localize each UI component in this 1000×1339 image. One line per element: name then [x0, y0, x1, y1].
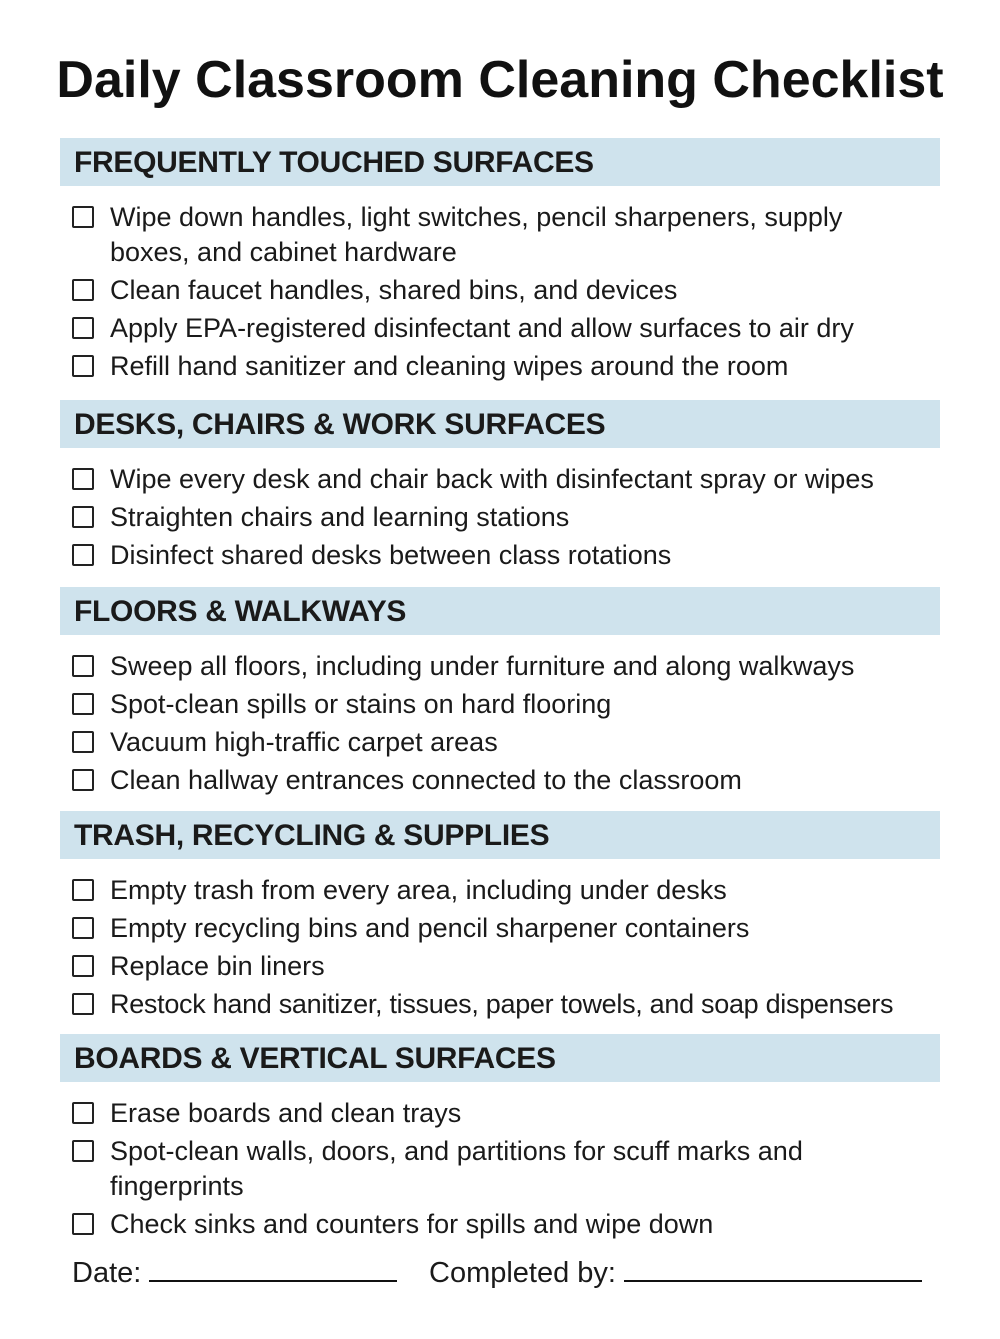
checkbox[interactable]: [72, 879, 94, 901]
checklist-item-text: Clean hallway entrances connected to the classroom: [110, 765, 742, 795]
checklist-item: [60, 987, 940, 1022]
checklist-item-text: Straighten chairs and learning stations: [110, 502, 570, 532]
checklist-items: [60, 649, 940, 798]
checklist-item: [60, 200, 900, 270]
section-heading: BOARDS & VERTICAL SURFACES: [60, 1034, 940, 1082]
checklist-item-text: Vacuum high-traffic carpet areas: [110, 727, 498, 757]
checklist-item: [60, 349, 940, 384]
checklist-item: [60, 462, 940, 497]
completed-by-input-line[interactable]: [624, 1252, 922, 1282]
section-trash-recycling-supplies: [60, 811, 940, 1025]
date-input-line[interactable]: [149, 1252, 397, 1282]
checklist-item-text: Wipe down handles, light switches, pencil sharpeners, supply boxes, and cabinet hardware: [110, 202, 843, 267]
checklist-item: [60, 911, 940, 946]
checkbox[interactable]: [72, 355, 94, 377]
section-boards-vertical-surfaces: [60, 1034, 940, 1245]
checklist-item-text: Wipe every desk and chair back with disinfectant spray or wipes: [110, 464, 874, 494]
checklist-item: [60, 649, 940, 684]
section-heading: FLOORS & WALKWAYS: [60, 587, 940, 635]
checkbox[interactable]: [72, 468, 94, 490]
section-heading: FREQUENTLY TOUCHED SURFACES: [60, 138, 940, 186]
checkbox[interactable]: [72, 1140, 94, 1162]
checkbox[interactable]: [72, 731, 94, 753]
checklist-item-text: Spot-clean spills or stains on hard flooring: [110, 689, 612, 719]
checkbox[interactable]: [72, 693, 94, 715]
checklist-item-text: Spot-clean walls, doors, and partitions for scuff marks and fingerprints: [110, 1136, 803, 1201]
section-floors-walkways: [60, 587, 940, 801]
checklist-item: [60, 763, 940, 798]
checkbox[interactable]: [72, 993, 94, 1015]
checklist-item-text: Disinfect shared desks between class rotations: [110, 540, 672, 570]
checklist-item: [60, 1207, 940, 1242]
checkbox[interactable]: [72, 1102, 94, 1124]
checkbox[interactable]: [72, 317, 94, 339]
checkbox[interactable]: [72, 506, 94, 528]
checkbox[interactable]: [72, 955, 94, 977]
checklist-items: [60, 1096, 940, 1242]
checklist-items: [60, 462, 940, 573]
checkbox[interactable]: [72, 544, 94, 566]
checklist-items: [60, 200, 940, 384]
checklist-item-text: Sweep all floors, including under furniture and along walkways: [110, 651, 855, 681]
checklist-item: [60, 687, 940, 722]
checklist-item: [60, 273, 940, 308]
completed-by-label: Completed by:: [429, 1257, 616, 1289]
checklist-item-text: Empty recycling bins and pencil sharpener containers: [110, 913, 750, 943]
checklist-item: [60, 725, 940, 760]
checklist-item: [60, 873, 940, 908]
checklist-item-text: Erase boards and clean trays: [110, 1098, 462, 1128]
checkbox[interactable]: [72, 279, 94, 301]
checkbox[interactable]: [72, 1213, 94, 1235]
checkbox[interactable]: [72, 769, 94, 791]
checklist-item: [60, 1096, 940, 1131]
checklist-item-text: Replace bin liners: [110, 951, 325, 981]
checklist-item-text: Apply EPA-registered disinfectant and allow surfaces to air dry: [110, 313, 854, 343]
checklist-item: [60, 538, 940, 573]
section-frequently-touched-surfaces: [60, 138, 940, 387]
checklist-item-text: Empty trash from every area, including under desks: [110, 875, 727, 905]
checkbox[interactable]: [72, 655, 94, 677]
checklist-item: [60, 311, 940, 346]
section-heading: DESKS, CHAIRS & WORK SURFACES: [60, 400, 940, 448]
checklist-item: [60, 949, 940, 984]
section-heading: TRASH, RECYCLING & SUPPLIES: [60, 811, 940, 859]
checklist-item-text: Refill hand sanitizer and cleaning wipes around the room: [110, 351, 789, 381]
page-title: Daily Classroom Cleaning Checklist: [56, 51, 944, 109]
checklist-item-text: Clean faucet handles, shared bins, and devices: [110, 275, 678, 305]
date-field: [72, 1252, 397, 1290]
section-desks-chairs-work-surfaces: [60, 400, 940, 576]
date-label: Date:: [72, 1257, 142, 1289]
checkbox[interactable]: [72, 206, 94, 228]
checkbox[interactable]: [72, 917, 94, 939]
checklist-item: [60, 1134, 890, 1204]
checklist-item: [60, 500, 940, 535]
completed-by-field: [429, 1252, 922, 1290]
checklist-item-text: Restock hand sanitizer, tissues, paper towels, and soap dispensers: [110, 989, 894, 1019]
checklist-items: [60, 873, 940, 1022]
checklist-item-text: Check sinks and counters for spills and wipe down: [110, 1209, 714, 1239]
